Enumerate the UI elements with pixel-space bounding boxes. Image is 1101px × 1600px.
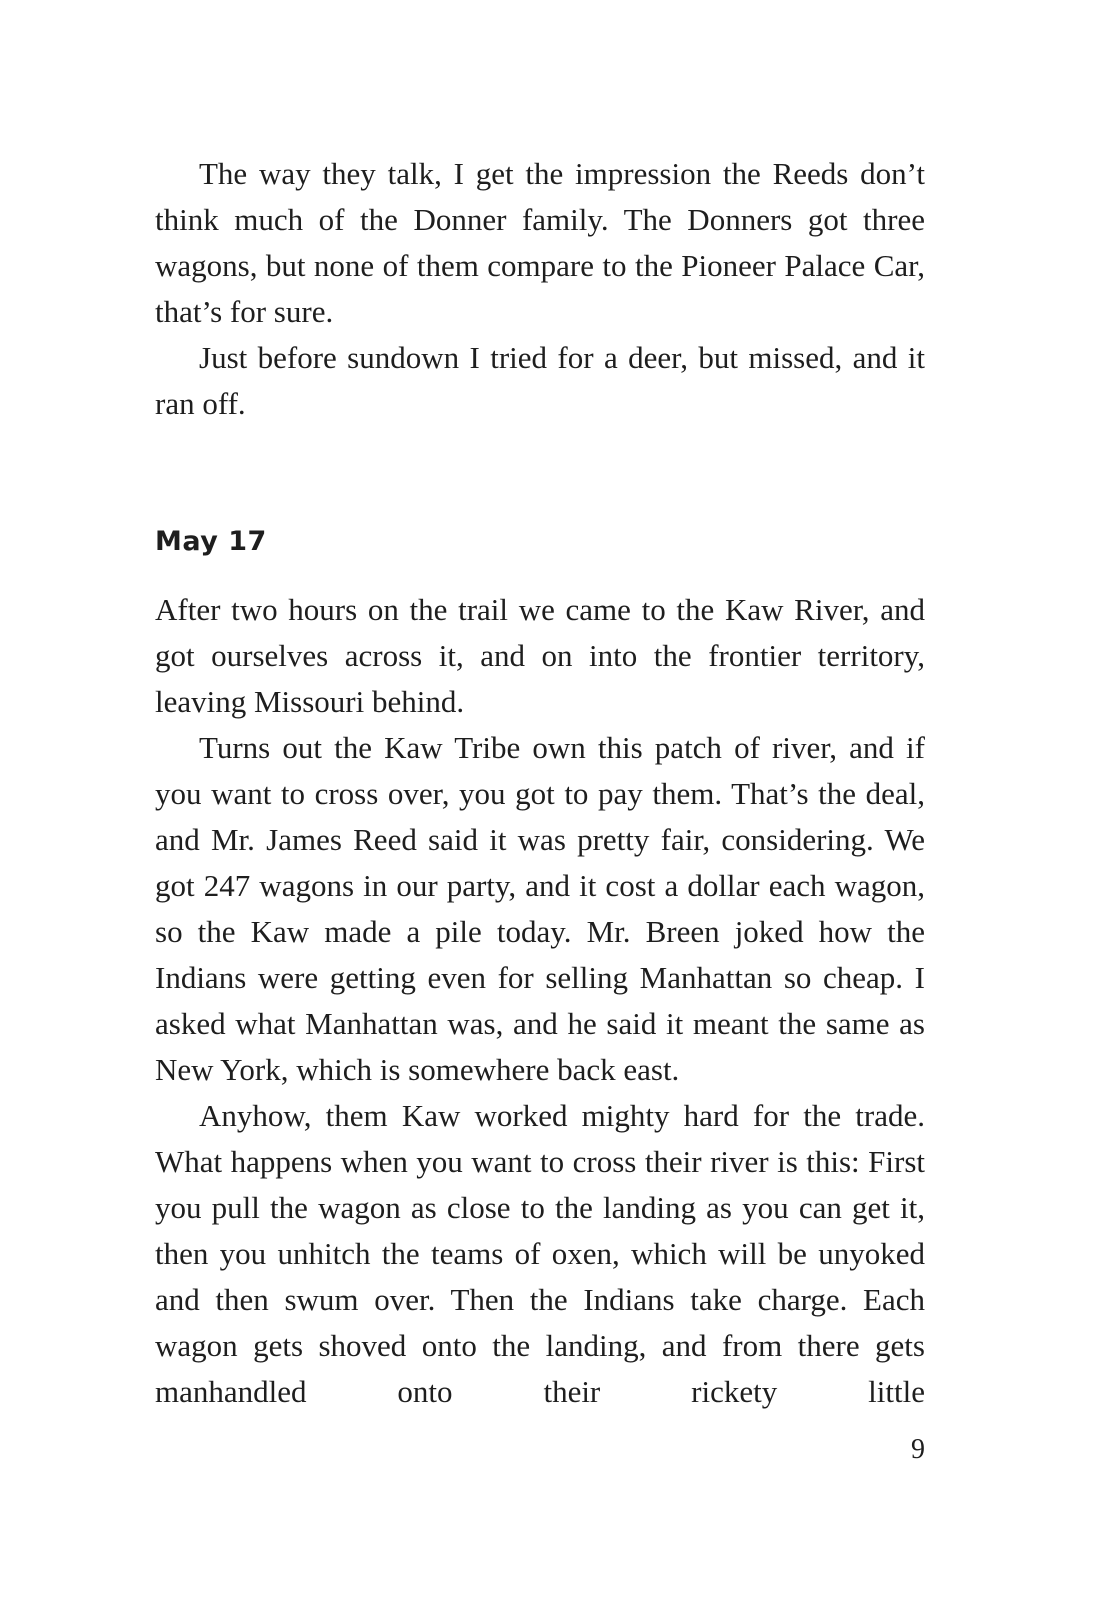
section-break (155, 427, 925, 519)
date-heading: May 17 (155, 526, 267, 557)
paragraph: The way they talk, I get the impression the Reeds don’t think much of the Donner family. The Donners got three wagons, but none of them compare to the Pioneer Palace Car, that’s for sure. (155, 156, 925, 329)
paragraph: Anyhow, them Kaw worked mighty hard for the trade. What happens when you want to cross their river is this: First you pull the wagon as close to the landing as you can get it, then you unhitch the teams of oxen, which will be unyoked and then swum over. Then the Indians take charge. Each wagon gets shoved onto the landing, and from there gets manhandled onto their rickety little (155, 1098, 925, 1409)
page-number: 9 (911, 1434, 925, 1465)
paragraph: Turns out the Kaw Tribe own this patch of river, and if you want to cross over, you got to pay them. That’s the deal, and Mr. James Reed said it was pretty fair, considering. We got 247 wagons in our party, and it cost a dollar each wagon, so the Kaw made a pile today. Mr. Breen joked how the Indians were getting even for selling Manhattan so cheap. I asked what Manhattan was, and he said it meant the same as New York, which is somewhere back east. (155, 730, 925, 1087)
page-body (155, 151, 925, 1415)
paragraph: Just before sundown I tried for a deer, but missed, and it ran off. (155, 340, 925, 421)
paragraph: After two hours on the trail we came to the Kaw River, and got ourselves across it, and on into the frontier territory, leaving Missouri behind. (155, 592, 925, 719)
